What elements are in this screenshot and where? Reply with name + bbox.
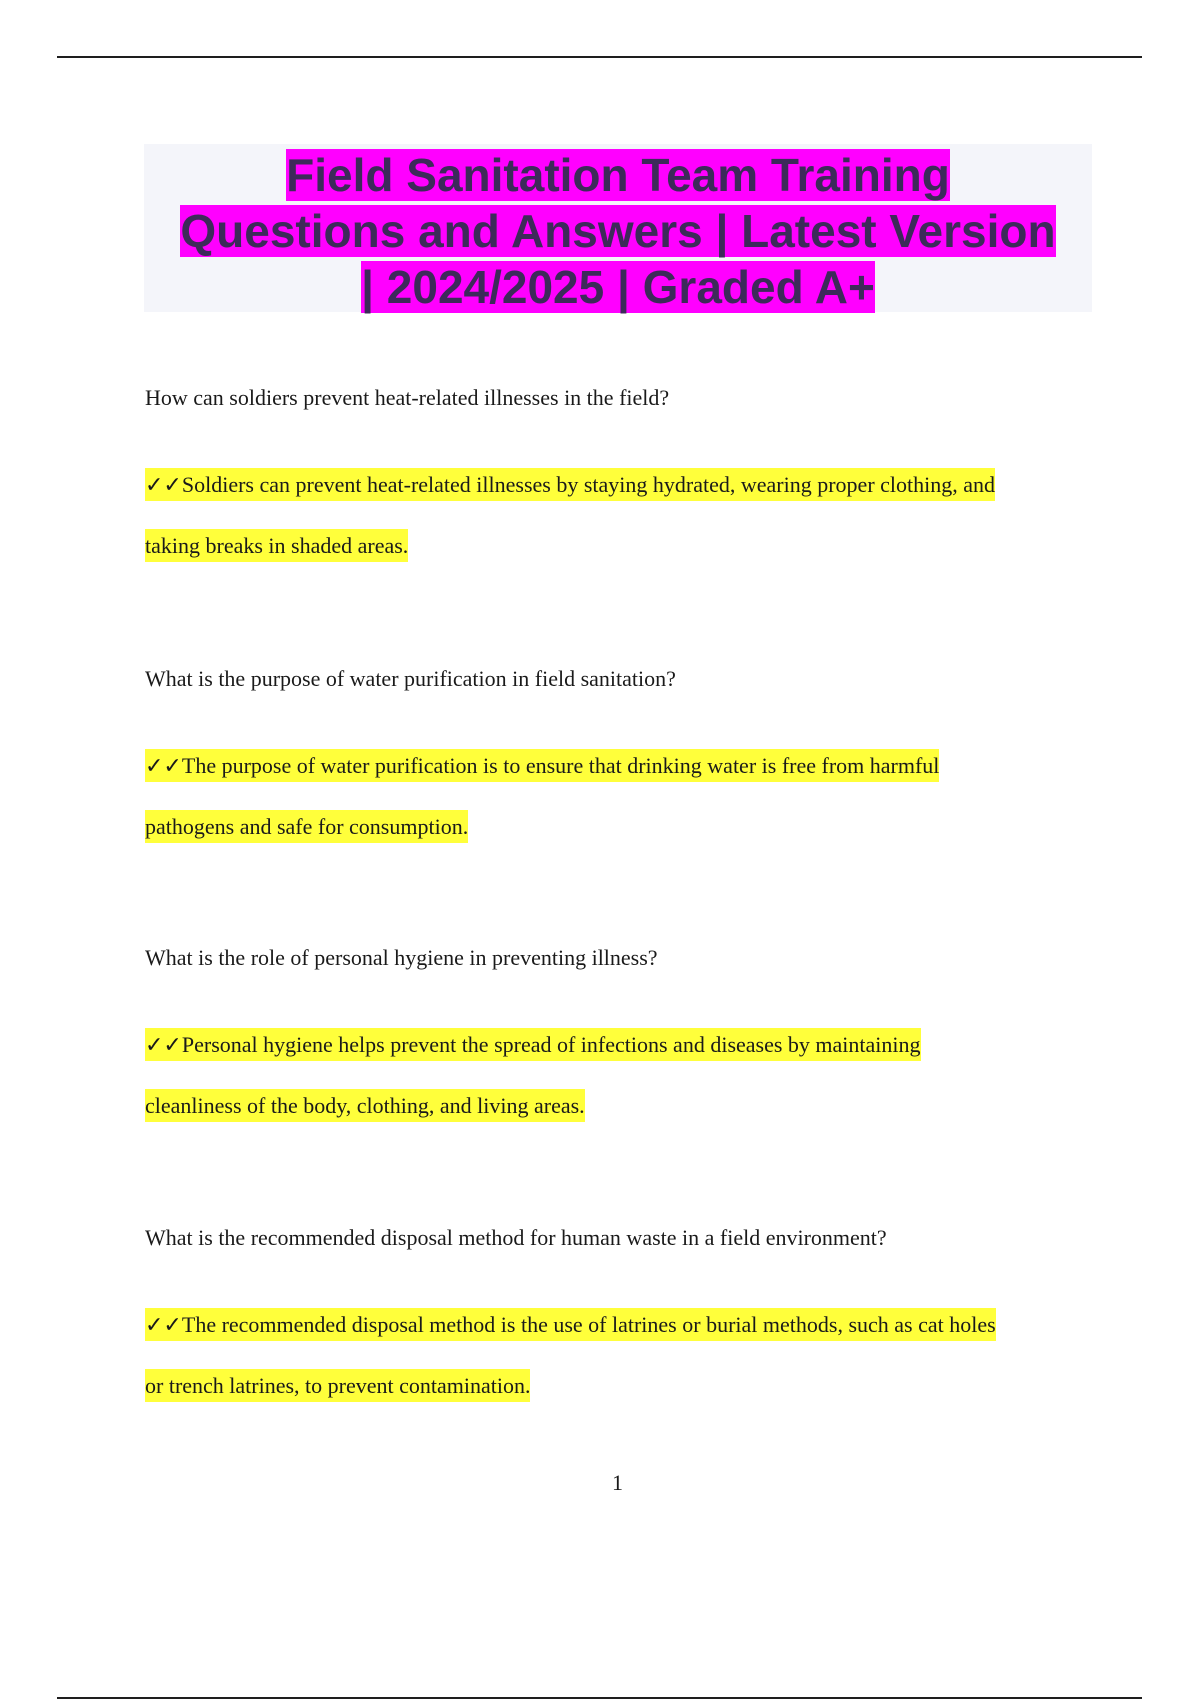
question-text: What is the recommended disposal method for human waste in a field environment? [145, 1225, 887, 1250]
question-text: What is the purpose of water purification in field sanitation? [145, 666, 676, 691]
qa-item [145, 383, 1095, 576]
document-title-block [144, 144, 1092, 312]
title-line-2: Questions and Answers | Latest Version [180, 205, 1056, 257]
answer-line-1: Personal hygiene helps prevent the spread of infections and diseases by maintaining [181, 1032, 921, 1057]
check-icon: ✓✓ [145, 473, 182, 498]
question-text: What is the role of personal hygiene in preventing illness? [145, 945, 658, 970]
qa-item [145, 1223, 1095, 1416]
answer-line-2: pathogens and safe for consumption. [145, 814, 469, 839]
answer-line-2: cleanliness of the body, clothing, and living areas. [145, 1093, 585, 1118]
answer-line-1: Soldiers can prevent heat-related illnesses by staying hydrated, wearing proper clothing, and [181, 472, 996, 497]
answer-line-1: The purpose of water purification is to ensure that drinking water is free from harmful [181, 753, 940, 778]
title-line-3: | 2024/2025 | Graded A+ [361, 261, 875, 313]
check-icon: ✓✓ [145, 1033, 182, 1058]
answer-line-2: or trench latrines, to prevent contamination. [145, 1373, 531, 1398]
check-icon: ✓✓ [145, 754, 182, 779]
answer-text [145, 455, 1095, 576]
answer-line-2: taking breaks in shaded areas. [145, 533, 409, 558]
qa-item [145, 943, 1095, 1136]
document-title [144, 144, 1092, 315]
qa-item [145, 664, 1095, 857]
answer-text [145, 1015, 1095, 1136]
answer-text [145, 736, 1095, 857]
title-line-1: Field Sanitation Team Training [286, 149, 950, 201]
answer-text [145, 1295, 1095, 1416]
answer-line-1: The recommended disposal method is the use of latrines or burial methods, such as cat holes [181, 1312, 996, 1337]
question-text: How can soldiers prevent heat-related illnesses in the field? [145, 385, 670, 410]
check-icon: ✓✓ [145, 1313, 182, 1338]
page-number: 1 [612, 1470, 623, 1495]
footer-rule [57, 1697, 1142, 1699]
header-rule [57, 56, 1142, 58]
